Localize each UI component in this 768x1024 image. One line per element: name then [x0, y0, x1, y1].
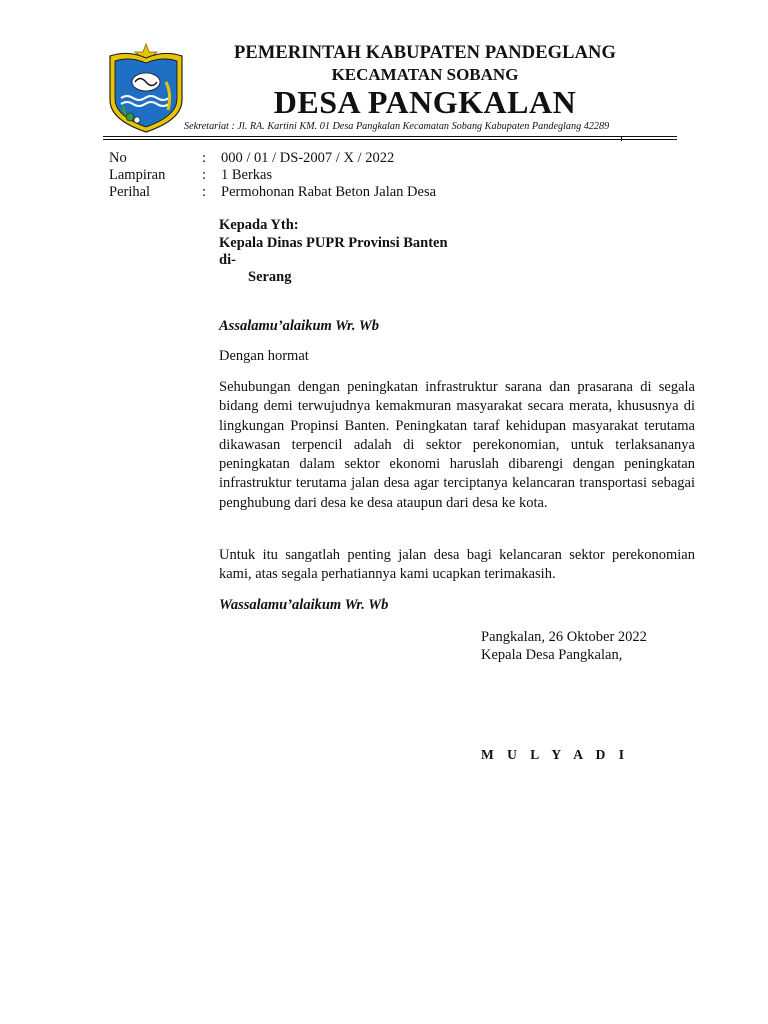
recipient-name: Kepala Dinas PUPR Provinsi Banten: [219, 235, 448, 251]
meta-number-value: 000 / 01 / DS-2007 / X / 2022: [221, 150, 395, 166]
signature-name: M U L Y A D I: [481, 747, 630, 762]
recipient-city: Serang: [248, 269, 292, 285]
meta-colon: :: [202, 167, 207, 183]
rule-mark: [621, 136, 622, 141]
body-paragraph-2: Untuk itu sangatlah penting jalan desa bagi kelancaran sektor perekonomian kami, atas segala perhatiannya kami ucapkan terimakasih.: [219, 547, 695, 583]
meta-number-label: No: [109, 150, 127, 166]
letterhead-address: Sekretariat : Jl. RA. Kartini KM. 01 Desa Pangkalan Kecamatan Sobang Kabupaten Pandeglang 42289: [184, 121, 610, 132]
header-rule-thin: [103, 139, 677, 140]
closing-greeting: Wassalamu’alaikum Wr. Wb: [219, 597, 389, 613]
salutation: Dengan hormat: [219, 348, 309, 364]
body-paragraph-1: Sehubungan dengan peningkatan infrastruktur sarana dan prasarana di segala bidang demi terwujudnya kemakmuran masyarakat secara merata, khususnya di lingkungan Propinsi Banten. Peningkatan taraf kehidupan masyarakat terutama dikawasan terpencil adalah di sektor perekonomian, untuk terlaksananya peningkatan dalam sektor ekonomi haruslah dibarengi dengan peningkatan infrastruktur terutama jalan desa agar terciptanya kelancaran transportasi sebagai penghubung dari desa ke desa ataupun dari desa ke kota.: [219, 379, 695, 511]
meta-subject-label: Perihal: [109, 184, 151, 200]
letterhead-village: DESA PANGKALAN: [273, 84, 577, 120]
letterhead-government: PEMERINTAH KABUPATEN PANDEGLANG: [233, 43, 616, 63]
header-rule: [103, 136, 677, 137]
meta-colon: :: [202, 184, 207, 200]
regency-crest-logo: [104, 42, 188, 134]
meta-attachment-label: Lampiran: [109, 167, 166, 183]
meta-subject-value: Permohonan Rabat Beton Jalan Desa: [221, 184, 437, 200]
meta-colon: :: [202, 150, 207, 166]
opening-greeting: Assalamu’alaikum Wr. Wb: [219, 318, 379, 334]
meta-attachment-value: 1 Berkas: [221, 167, 273, 183]
letterhead-district: KECAMATAN SOBANG: [331, 65, 519, 84]
signature-place-date: Pangkalan, 26 Oktober 2022: [481, 629, 647, 645]
recipient-greeting: Kepada Yth:: [219, 217, 299, 233]
recipient-di: di-: [219, 252, 236, 268]
signature-title: Kepala Desa Pangkalan,: [481, 647, 623, 663]
